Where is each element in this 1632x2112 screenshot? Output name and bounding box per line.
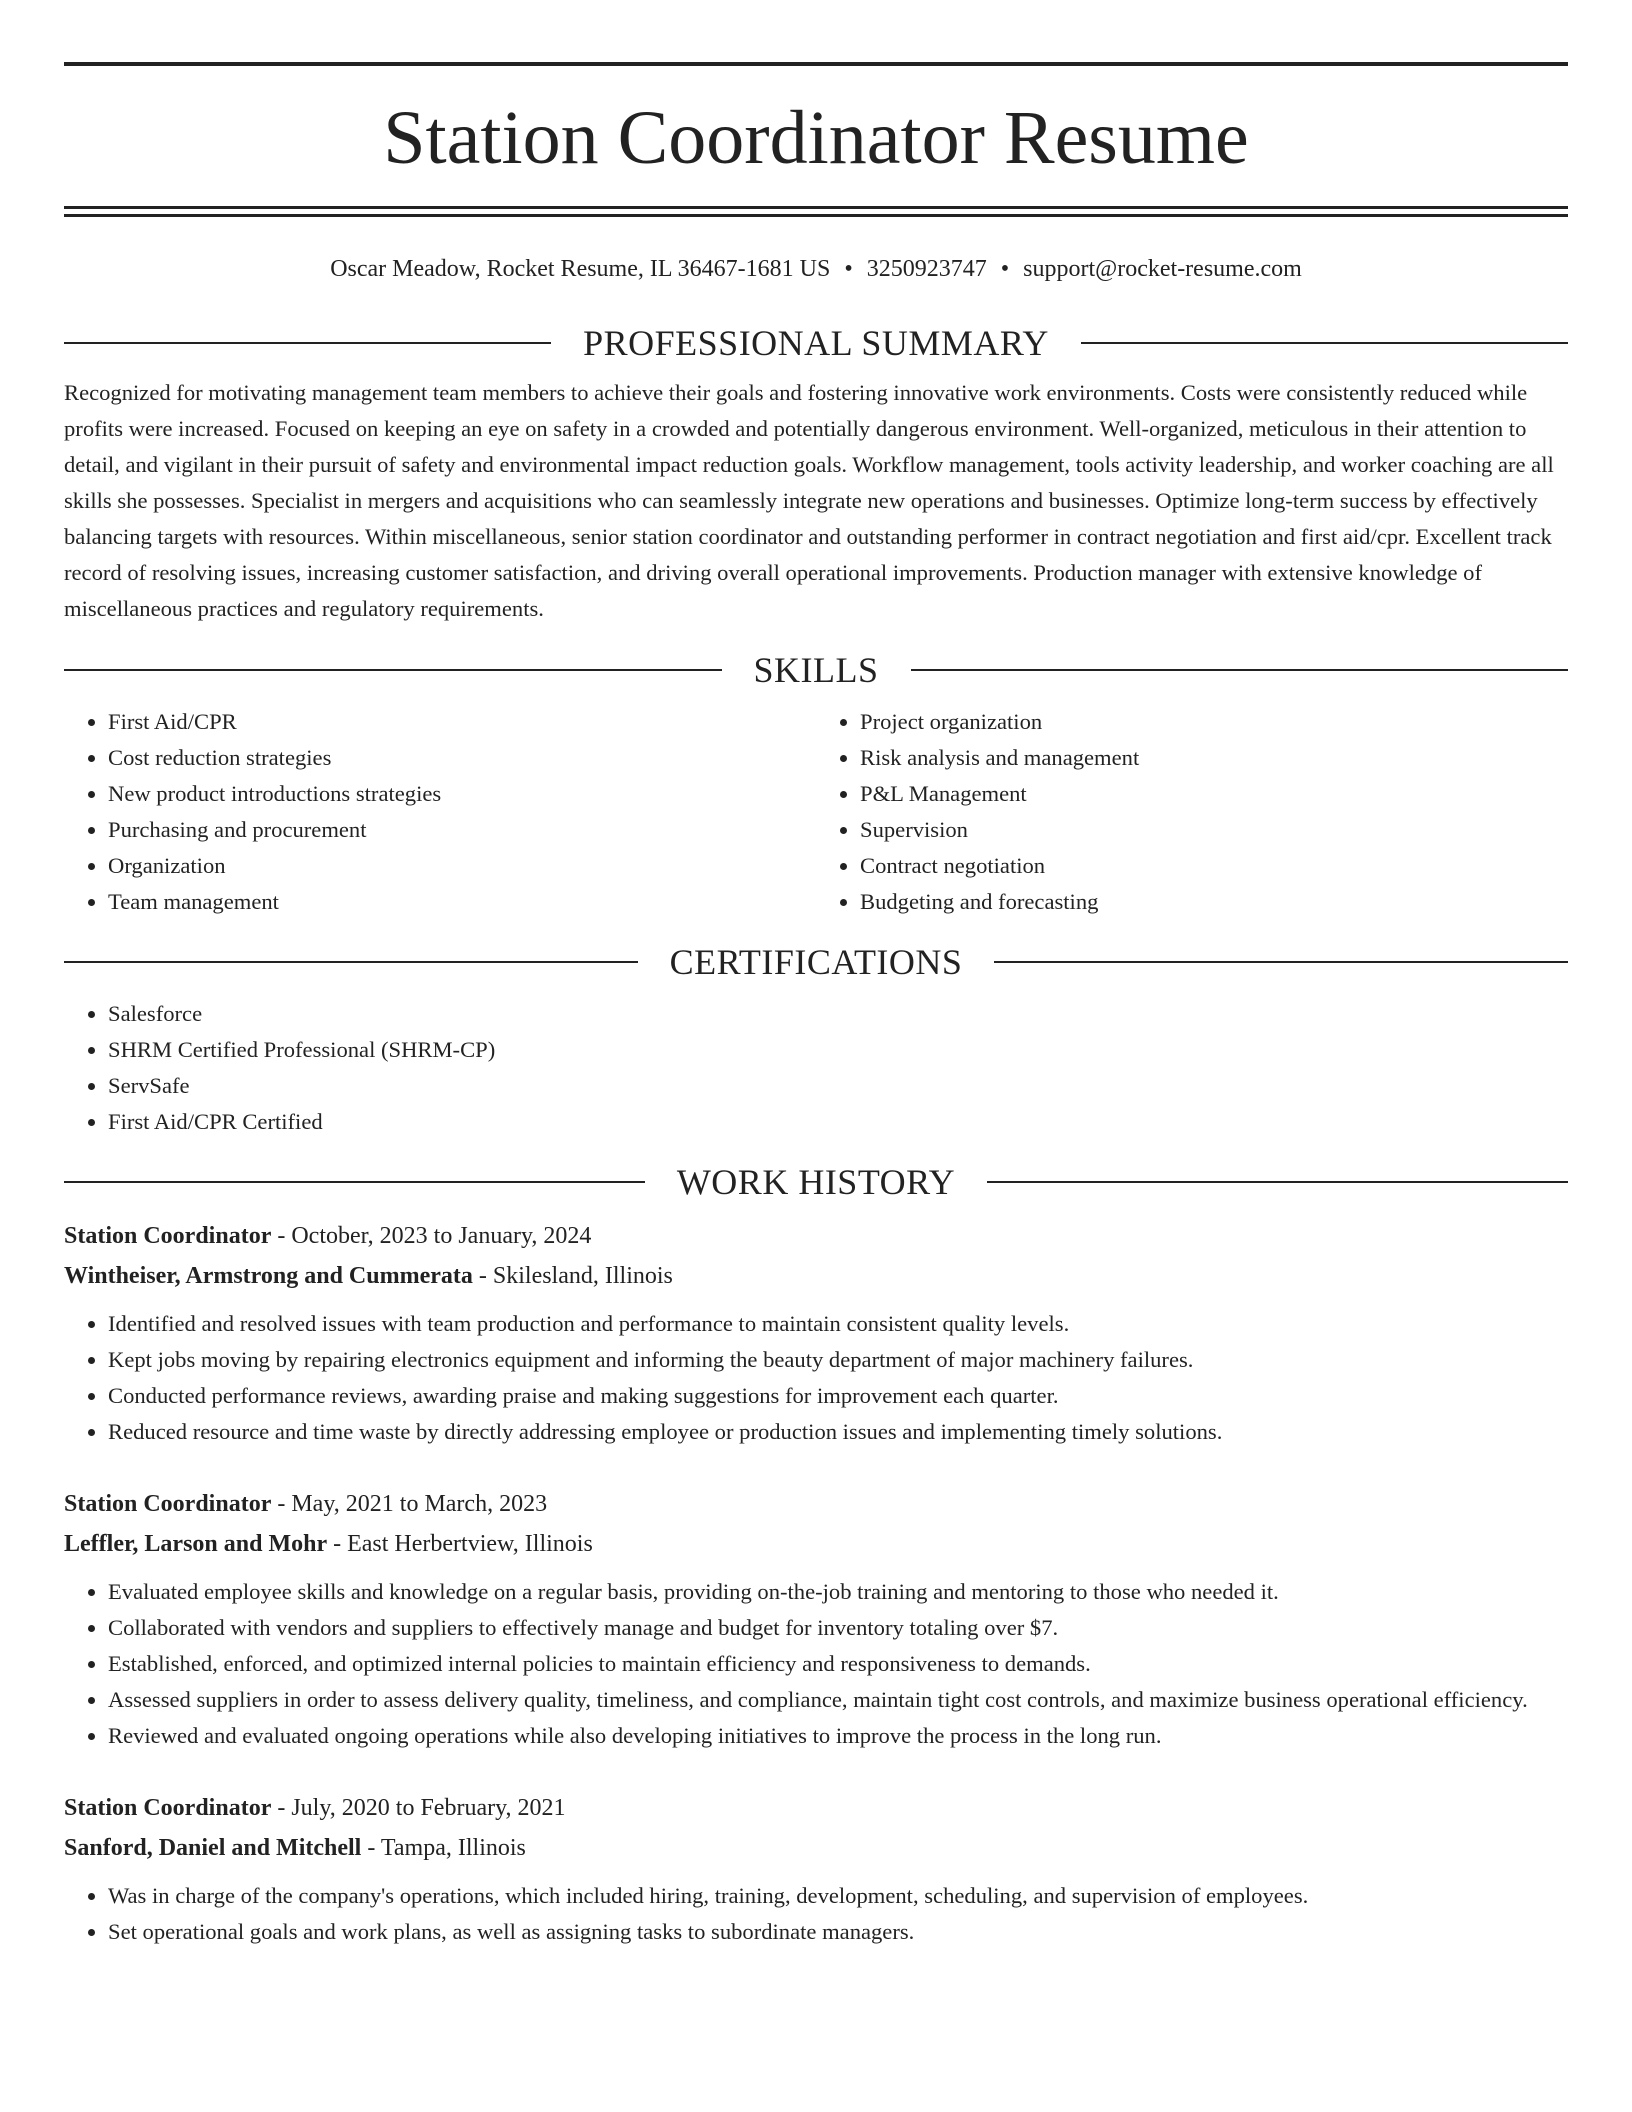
job-location: - Tampa, Illinois [361, 1834, 526, 1861]
job-location: - Skilesland, Illinois [472, 1262, 673, 1289]
list-item: • Set operational goals and work plans, as well as assigning tasks to subordinate managers. [108, 1914, 1568, 1950]
section-heading-summary [64, 323, 1568, 363]
section-title: WORK HISTORY [676, 1161, 956, 1202]
list-item: • Contract negotiation [860, 848, 1568, 884]
contact-email: support@rocket-resume.com [1023, 256, 1302, 282]
job-entry [64, 1788, 1568, 1950]
list-item: • New product introductions strategies [108, 776, 816, 812]
list-item: • Established, enforced, and optimized internal policies to maintain efficiency and responsiveness to demands. [108, 1646, 1568, 1682]
job-bullets [64, 1574, 1568, 1754]
job-title: Station Coordinator [64, 1794, 272, 1821]
section-heading-certifications [64, 942, 1568, 982]
title-double-rule [64, 206, 1568, 217]
list-item: • Budgeting and forecasting [860, 884, 1568, 920]
list-item: • Team management [108, 884, 816, 920]
list-item: • Assessed suppliers in order to assess delivery quality, timeliness, and compliance, maintain tight cost controls, and maximize business operational efficiency. [108, 1682, 1568, 1718]
heading-rule [987, 1181, 1568, 1183]
heading-rule [911, 669, 1569, 671]
job-title-line [64, 1484, 1568, 1524]
section-title: CERTIFICATIONS [669, 941, 963, 982]
section-title: SKILLS [753, 649, 879, 690]
contact-separator: • [844, 256, 853, 282]
job-title: Station Coordinator [64, 1222, 272, 1249]
section-heading-skills [64, 650, 1568, 690]
job-bullets [64, 1306, 1568, 1450]
job-company: Wintheiser, Armstrong and Cummerata [64, 1262, 473, 1289]
list-item: • P&L Management [860, 776, 1568, 812]
list-item: • Organization [108, 848, 816, 884]
heading-rule [994, 961, 1568, 963]
job-dates: - July, 2020 to February, 2021 [271, 1794, 566, 1821]
list-item: • Reviewed and evaluated ongoing operations while also developing initiatives to improve the process in the long run. [108, 1718, 1568, 1754]
list-item: • Risk analysis and management [860, 740, 1568, 776]
job-company-line [64, 1828, 1568, 1868]
heading-rule [64, 669, 722, 671]
job-title: Station Coordinator [64, 1490, 272, 1517]
contact-address: Oscar Meadow, Rocket Resume, IL 36467-1681 US [330, 256, 831, 282]
job-entry [64, 1484, 1568, 1754]
list-item: • Conducted performance reviews, awarding praise and making suggestions for improvement each quarter. [108, 1378, 1568, 1414]
list-item: • Identified and resolved issues with team production and performance to maintain consistent quality levels. [108, 1306, 1568, 1342]
skills-column-left [64, 704, 816, 920]
list-item: • Was in charge of the company's operations, which included hiring, training, development, scheduling, and supervision of employees. [108, 1878, 1568, 1914]
list-item: • Salesforce [108, 996, 1568, 1032]
contact-separator: • [1000, 256, 1010, 282]
list-item: • Collaborated with vendors and suppliers to effectively manage and budget for inventory totaling over $7. [108, 1610, 1568, 1646]
job-entry [64, 1216, 1568, 1450]
list-item: • SHRM Certified Professional (SHRM-CP) [108, 1032, 1568, 1068]
list-item: • Reduced resource and time waste by directly addressing employee or production issues and implementing timely solutions. [108, 1414, 1568, 1450]
section-title: PROFESSIONAL SUMMARY [583, 323, 1049, 363]
list-item: • Project organization [860, 704, 1568, 740]
job-title-line [64, 1216, 1568, 1256]
list-item: • Supervision [860, 812, 1568, 848]
skills-list [64, 704, 1568, 920]
job-company: Leffler, Larson and Mohr [64, 1530, 328, 1557]
list-item: • First Aid/CPR [108, 704, 816, 740]
section-heading-work-history [64, 1162, 1568, 1202]
heading-rule [64, 1181, 645, 1183]
job-title-line [64, 1788, 1568, 1828]
page-title: Station Coordinator Resume [383, 96, 1249, 180]
job-dates: - May, 2021 to March, 2023 [271, 1490, 548, 1517]
list-item: • ServSafe [108, 1068, 1568, 1104]
job-dates: - October, 2023 to January, 2024 [271, 1222, 592, 1249]
heading-rule [1081, 342, 1568, 344]
job-company-line [64, 1256, 1568, 1296]
heading-rule [64, 342, 551, 344]
contact-phone: 3250923747 [866, 256, 987, 282]
heading-rule [64, 961, 638, 963]
job-bullets [64, 1878, 1568, 1950]
job-location: - East Herbertview, Illinois [327, 1530, 593, 1557]
skills-column-right [816, 704, 1568, 920]
contact-line [64, 253, 1568, 285]
list-item: • Cost reduction strategies [108, 740, 816, 776]
list-item: • Kept jobs moving by repairing electronics equipment and informing the beauty department of major machinery failures. [108, 1342, 1568, 1378]
list-item: • First Aid/CPR Certified [108, 1104, 1568, 1140]
list-item: • Evaluated employee skills and knowledge on a regular basis, providing on-the-job training and mentoring to those who needed it. [108, 1574, 1568, 1610]
job-company-line [64, 1524, 1568, 1564]
certifications-list [64, 996, 1568, 1140]
resume-page [64, 0, 1568, 1950]
list-item: • Purchasing and procurement [108, 812, 816, 848]
summary-text: Recognized for motivating management team members to achieve their goals and fostering innovative work environments. Costs were consistently reduced while profits were increased. Focused on keeping an eye on safety in a crowded and potentially dangerous environment. Well-organized, meticulous in their attention to detail, and vigilant in their pursuit of safety and environmental impact reduction goals. Workflow management, tools activity leadership, and worker coaching are all skills she possesses. Specialist in mergers and acquisitions who can seamlessly integrate new operations and businesses. Optimize long-term success by effectively balancing targets with resources. Within miscellaneous, senior station coordinator and outstanding performer in contract negotiation and first aid/cpr. Excellent track record of resolving issues, increasing customer satisfaction, and driving overall operational improvements. Production manager with extensive knowledge of miscellaneous practices and regulatory requirements. [64, 380, 1554, 621]
job-company: Sanford, Daniel and Mitchell [64, 1834, 362, 1861]
top-rule [64, 62, 1568, 66]
